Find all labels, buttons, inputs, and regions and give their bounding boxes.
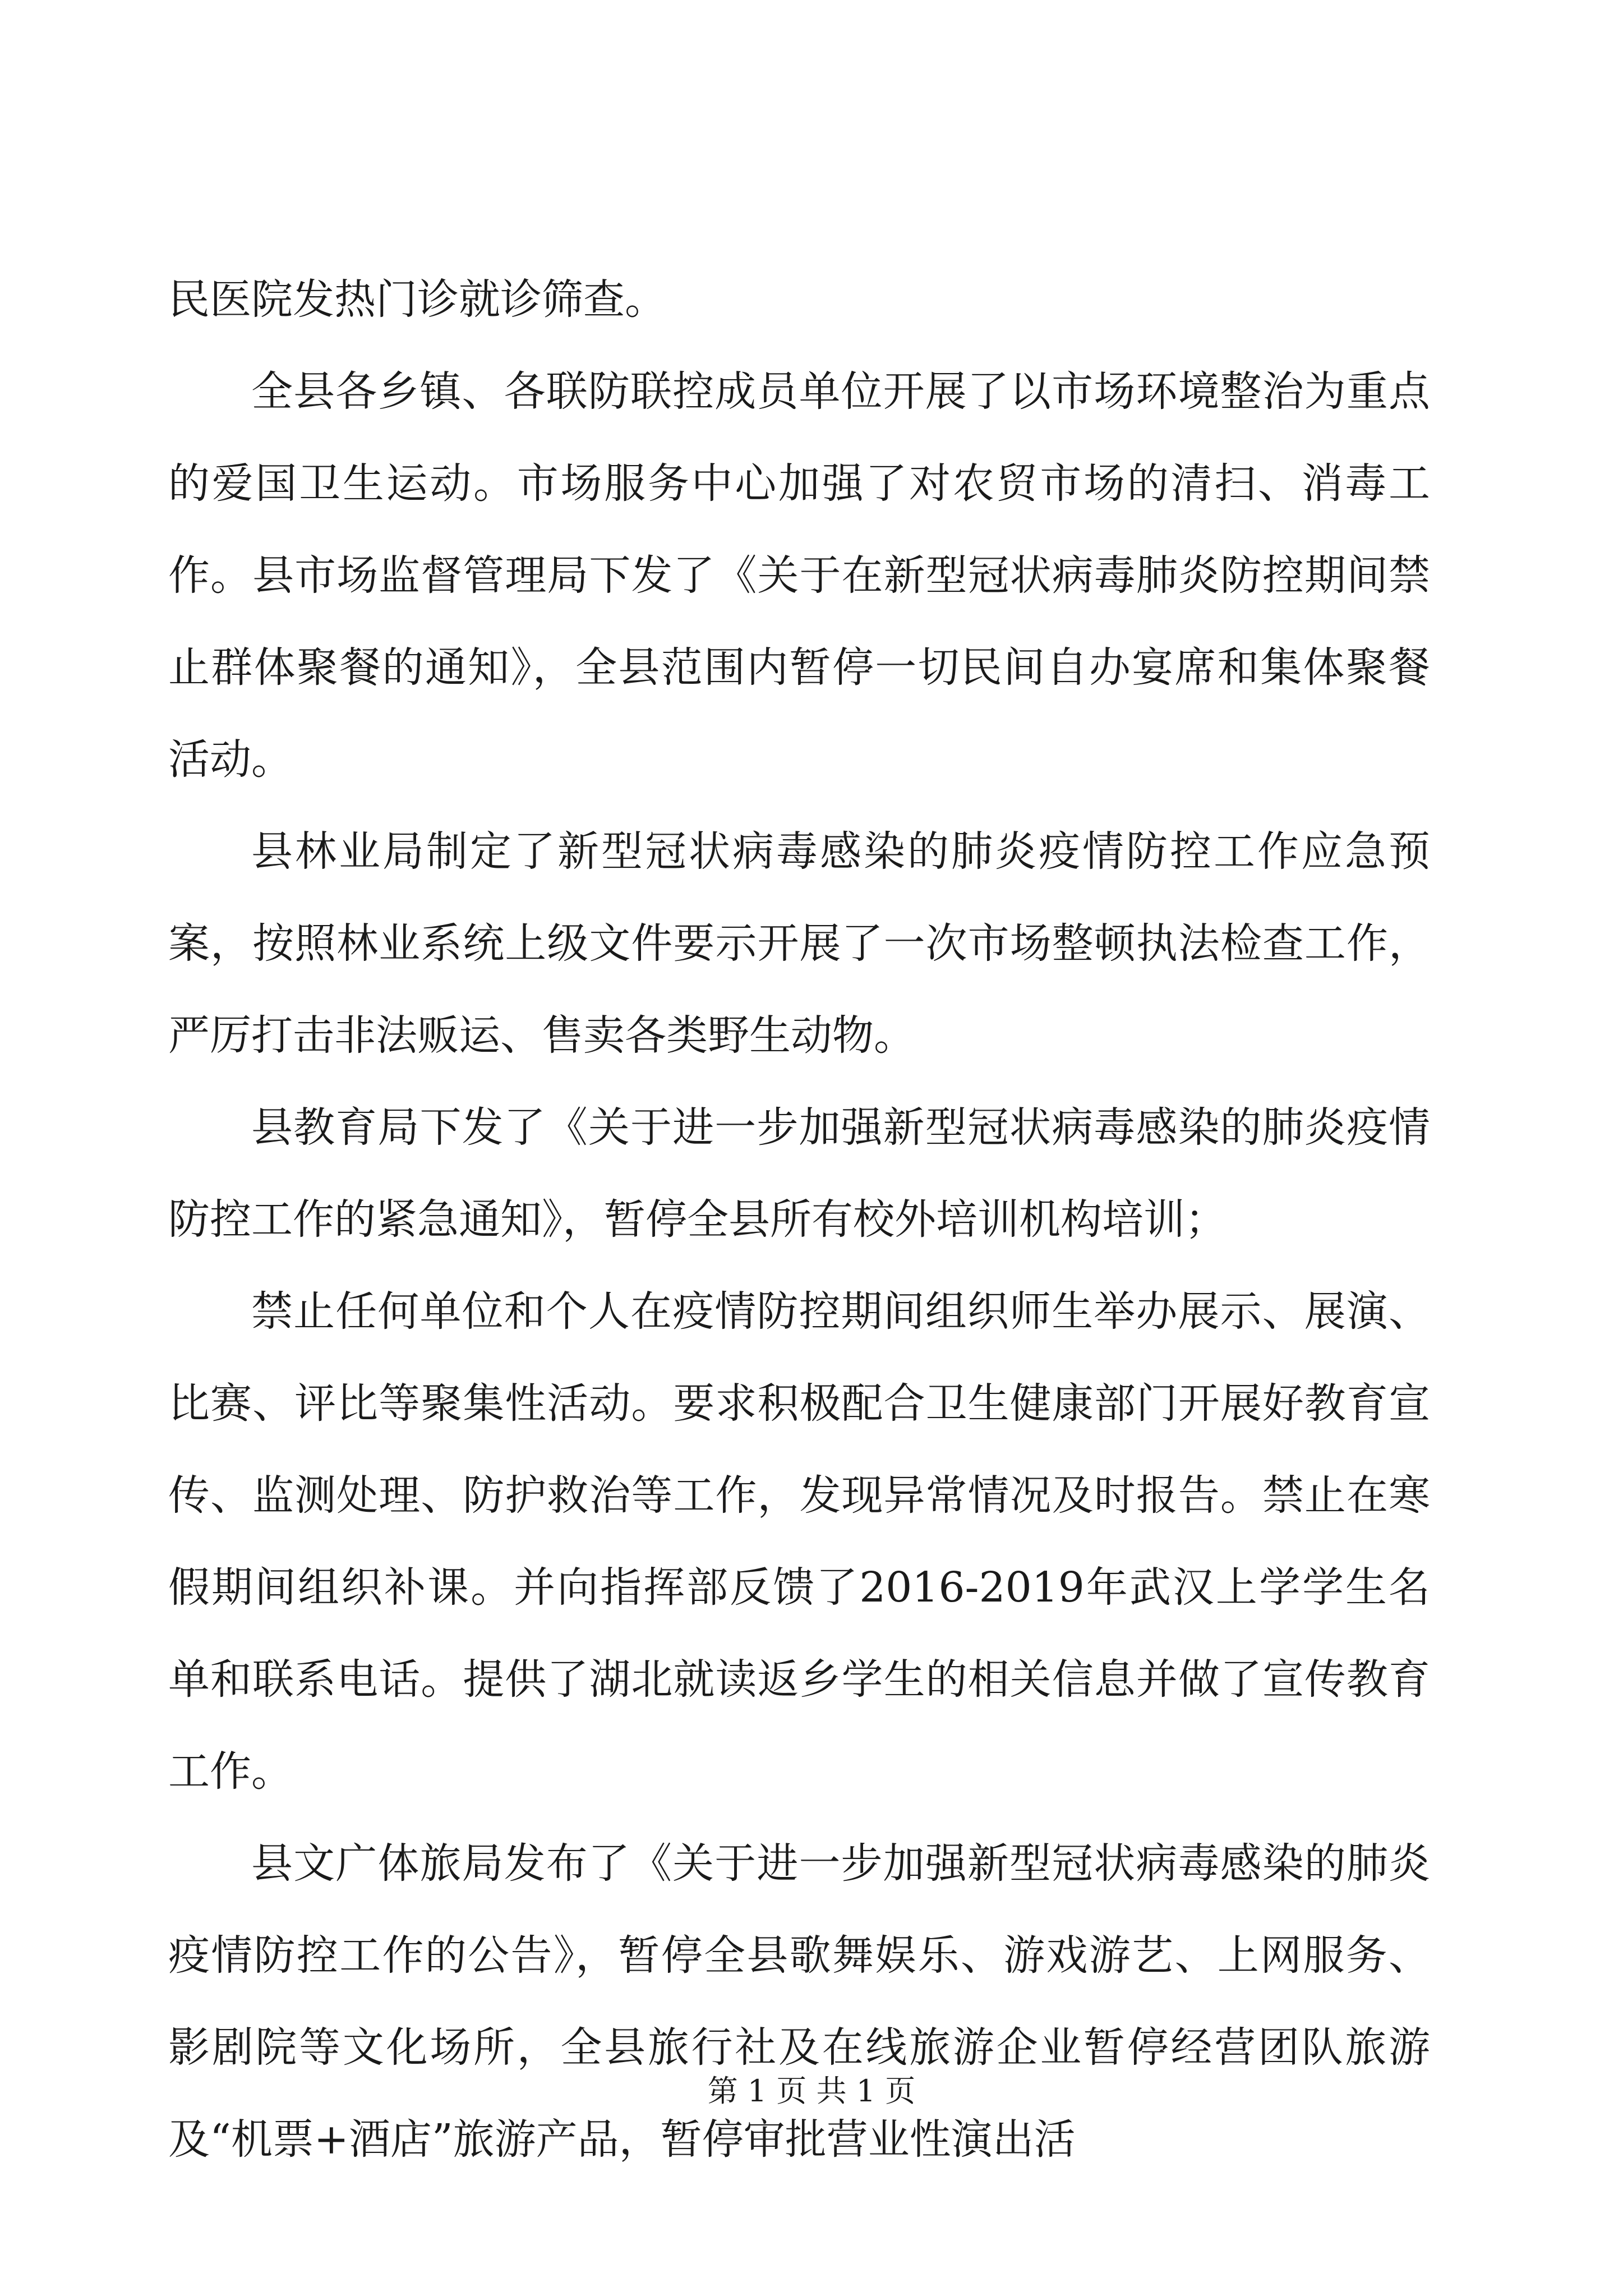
paragraph-market-sanitation: 全县各乡镇、各联防联控成员单位开展了以市场环境整治为重点的爱国卫生运动。市场服务中心加强了对农贸市场的清扫、消毒工作。县市场监督管理局下发了《关于在新型冠状病毒肺炎防控期间禁止群体聚餐的通知》，全县范围内暂停一切民间自办宴席和集体聚餐活动。 [168,367,1430,784]
paragraph-gathering-ban: 禁止任何单位和个人在疫情防控期间组织师生举办展示、展演、比赛、评比等聚集性活动。要求积极配合卫生健康部门开展好教育宣传、监测处理、防护救治等工作，发现异常情况及时报告。禁止在寒假期间组织补课。并向指挥部反馈了2016-2019年武汉上学学生名单和联系电话。提供了湖北就读返乡学生的相关信息并做了宣传教育工作。 [168,1287,1430,1796]
paragraph-education-bureau: 县教育局下发了《关于进一步加强新型冠状病毒感染的肺炎疫情防控工作的紧急通知》，暂停全县所有校外培训机构培训； [168,1103,1430,1244]
page-number-label: 第 1 页 共 1 页 [707,2073,916,2109]
paragraph-forestry-bureau: 县林业局制定了新型冠状病毒感染的肺炎疫情防控工作应急预案，按照林业系统上级文件要示开展了一次市场整顿执法检查工作，严厉打击非法贩运、售卖各类野生动物。 [168,827,1430,1060]
paragraph-culture-tourism: 县文广体旅局发布了《关于进一步加强新型冠状病毒感染的肺炎疫情防控工作的公告》，暂停全县歌舞娱乐、游戏游艺、上网服务、影剧院等文化场所，全县旅行社及在线旅游企业暂停经营团队旅游及“机票+酒店”旅游产品，暂停审批营业性演出活 [168,1839,1430,2164]
document-body [168,254,1430,2185]
paragraph-continuation: 民医院发热门诊就诊筛查。 [168,275,666,324]
page-footer [0,2069,1623,2114]
